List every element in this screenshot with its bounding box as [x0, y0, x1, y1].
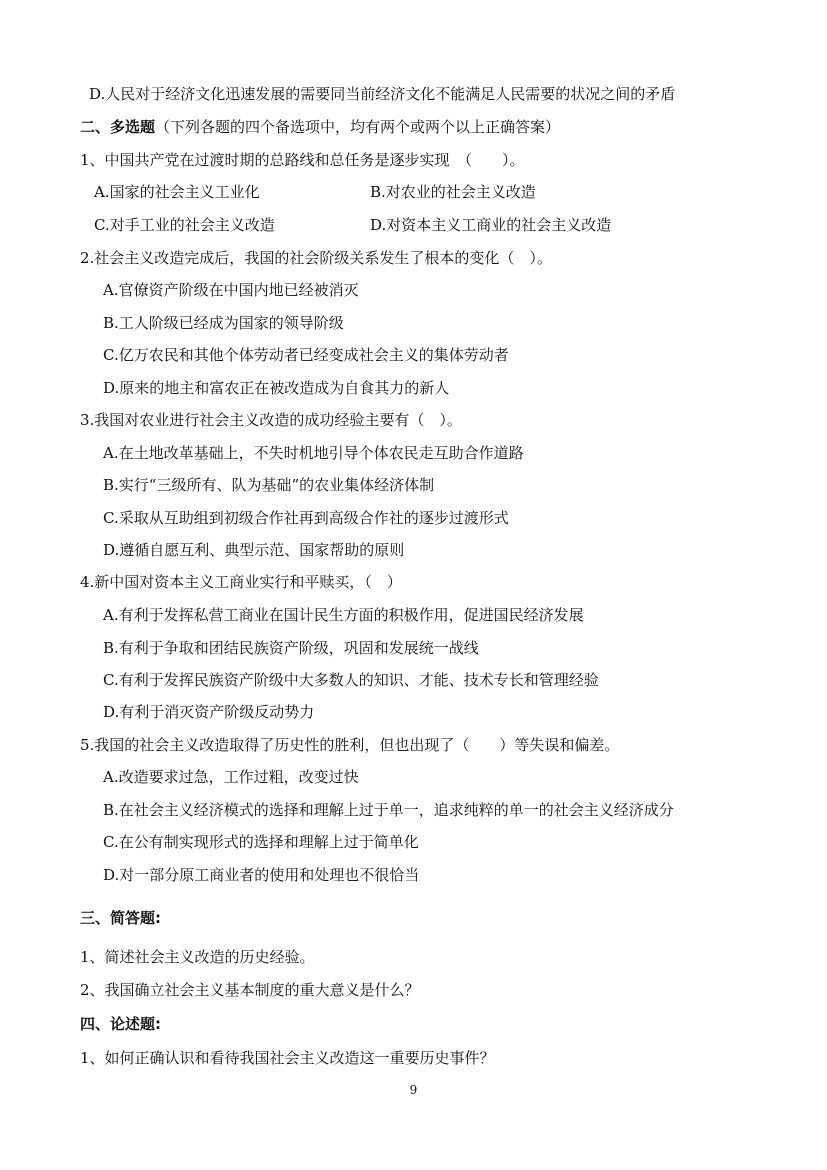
question-4-stem: 4.新中国对资本主义工商业实行和平赎买，（ ）	[80, 573, 402, 591]
section-2-instruction: （下列各题的四个备选项中，均有两个或两个以上正确答案）	[155, 118, 561, 136]
question-1-option-b: B.对农业的社会主义改造	[370, 183, 536, 201]
question-3-stem: 3.我国对农业进行社会主义改造的成功经验主要有（ ）。	[80, 411, 462, 429]
question-5-stem: 5.我国的社会主义改造取得了历史性的胜利，但也出现了（ ）等失误和偏差。	[80, 736, 620, 754]
question-5-option-c: C.在公有制实现形式的选择和理解上过于简单化	[103, 833, 419, 851]
question-3-option-a: A.在土地改革基础上，不失时机地引导个体农民走互助合作道路	[103, 444, 524, 462]
short-answer-question-1: 1、简述社会主义改造的历史经验。	[80, 948, 315, 966]
question-5-option-a: A.改造要求过急，工作过粗，改变过快	[103, 768, 359, 786]
question-2-stem: 2.社会主义改造完成后，我国的社会阶级关系发生了根本的变化（ ）。	[80, 249, 552, 267]
section-4-title: 四、论述题:	[80, 1015, 161, 1033]
question-1-option-d: D.对资本主义工商业的社会主义改造	[370, 216, 612, 234]
question-2-option-d: D.原来的地主和富农正在被改造成为自食其力的新人	[103, 379, 450, 397]
question-4-option-b: B.有利于争取和团结民族资产阶级，巩固和发展统一战线	[103, 639, 479, 657]
question-5-option-b: B.在社会主义经济模式的选择和理解上过于单一，追求纯粹的单一的社会主义经济成分	[103, 801, 674, 819]
question-3-option-c: C.采取从互助组到初级合作社再到高级合作社的逐步过渡形式	[103, 509, 509, 527]
question-2-option-c: C.亿万农民和其他个体劳动者已经变成社会主义的集体劳动者	[103, 346, 509, 364]
question-4-option-d: D.有利于消灭资产阶级反动势力	[103, 703, 315, 721]
question-2-option-b: B.工人阶级已经成为国家的领导阶级	[103, 314, 344, 332]
question-1-option-c: C.对手工业的社会主义改造	[94, 216, 275, 234]
section-2-title: 二、多选题	[80, 118, 156, 136]
short-answer-question-2: 2、我国确立社会主义基本制度的重大意义是什么？	[80, 981, 420, 999]
page-number: 9	[409, 1083, 418, 1097]
question-5-option-d: D.对一部分原工商业者的使用和处理也不很恰当	[103, 866, 420, 884]
carryover-option-d: D.人民对于经济文化迅速发展的需要同当前经济文化不能满足人民需要的状况之间的矛盾	[89, 85, 676, 103]
question-4-option-c: C.有利于发挥民族资产阶级中大多数人的知识、才能、技术专长和管理经验	[103, 671, 599, 689]
question-2-option-a: A.官僚资产阶级在中国内地已经被消灭	[103, 281, 359, 299]
question-4-option-a: A.有利于发挥私营工商业在国计民生方面的积极作用，促进国民经济发展	[103, 606, 584, 624]
question-3-option-d: D.遵循自愿互利、典型示范、国家帮助的原则	[103, 541, 405, 559]
question-1-option-a: A.国家的社会主义工业化	[94, 183, 260, 201]
question-1-stem: 1、中国共产党在过渡时期的总路线和总任务是逐步实现 （ ）。	[80, 151, 525, 169]
section-2-heading	[80, 117, 560, 137]
section-3-title: 三、简答题:	[80, 909, 161, 927]
essay-question-1: 1、如何正确认识和看待我国社会主义改造这一重要历史事件？	[80, 1049, 495, 1067]
question-3-option-b: B.实行“三级所有、队为基础”的农业集体经济体制	[103, 476, 435, 494]
